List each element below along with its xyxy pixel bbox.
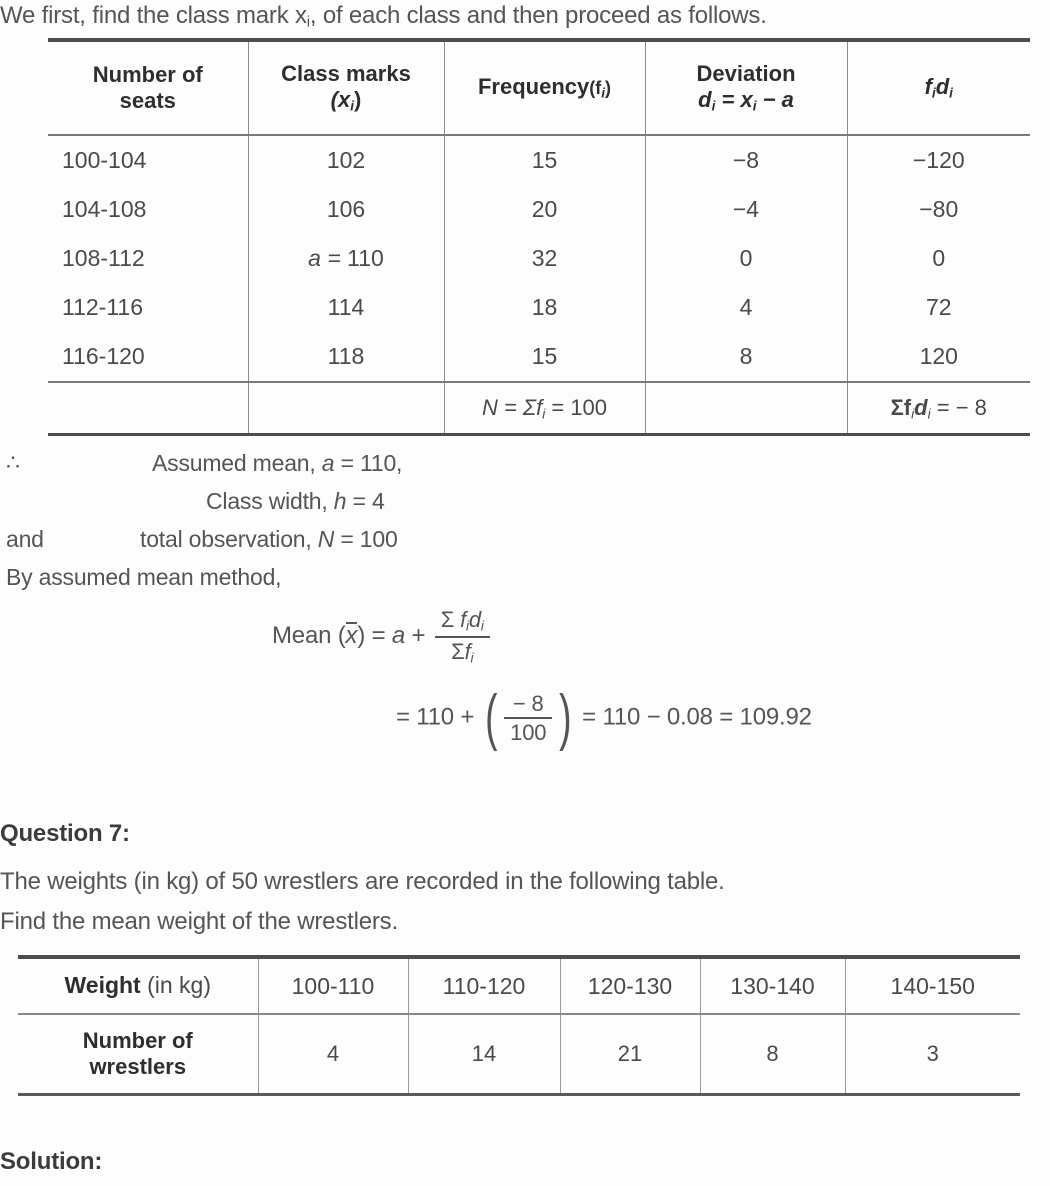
- cell-weight-class: 110-120: [408, 957, 560, 1014]
- question-body-line2: Find the mean weight of the wrestlers.: [0, 908, 398, 935]
- cell-frequency: 32: [444, 234, 645, 283]
- intro-sentence-part2: , of each class and then proceed as follows.: [309, 2, 767, 29]
- wrestlers-label-line2: wrestlers: [89, 1054, 187, 1079]
- cell-seats: 112-116: [62, 294, 143, 320]
- class-width-value: = 4: [346, 488, 385, 514]
- assumed-mean-label: Assumed mean,: [152, 450, 322, 476]
- cell-seats: 116-120: [62, 343, 145, 369]
- total-cell-empty-seats: [48, 382, 248, 435]
- header-deviation-x-sub: i: [752, 98, 757, 114]
- intro-sentence: [0, 2, 767, 31]
- total-observation-var: N: [317, 526, 335, 552]
- total-cell-empty-deviation: [645, 382, 847, 435]
- table2-row-label-weight: [18, 957, 258, 1014]
- header-classmarks-line1: Class marks: [281, 61, 411, 87]
- cell-fidi: −80: [847, 185, 1030, 234]
- cell-fidi: 120: [847, 332, 1030, 382]
- cell-class-mark-value: 110: [347, 245, 384, 271]
- cell-frequency: 15: [444, 332, 645, 382]
- denominator-f: f: [464, 638, 471, 664]
- total-fidi-sub1: i: [911, 406, 915, 422]
- cell-deviation: 8: [645, 332, 847, 382]
- total-fidi-sigma-f: Σf: [890, 394, 912, 420]
- table-row: [48, 332, 1030, 382]
- cell-wrestler-count: 3: [845, 1014, 1020, 1095]
- question-heading: Question 7:: [0, 820, 130, 847]
- computation-fraction: [504, 692, 552, 744]
- mean-formula-plus: +: [405, 622, 432, 650]
- header-deviation-d: d: [698, 87, 712, 113]
- table1-header-fidi: [847, 40, 1030, 135]
- computation-numerator: − 8: [504, 692, 552, 719]
- numerator-d: d: [468, 607, 481, 632]
- total-cell-empty-classmarks: [248, 382, 444, 435]
- fraction-denominator: [435, 638, 490, 666]
- cell-seats: 108-112: [62, 245, 145, 271]
- table2-count-row: [18, 1014, 1020, 1095]
- table1-header-deviation: [645, 40, 847, 135]
- header-fidi-d-sub: i: [949, 85, 953, 101]
- header-fidi-f: f: [924, 74, 932, 100]
- table-row: [48, 234, 1030, 283]
- cell-class-mark-prefix: a =: [308, 245, 348, 271]
- class-width-var: h: [333, 488, 347, 514]
- cell-weight-class: 130-140: [700, 957, 845, 1014]
- therefore-symbol: ∴: [6, 450, 20, 475]
- weight-label-unit: (in kg): [140, 972, 212, 999]
- header-deviation-a: − a: [756, 87, 794, 113]
- table1-total-row: [48, 382, 1030, 435]
- table2-row-label-wrestlers: [18, 1014, 258, 1095]
- cell-wrestler-count: 14: [408, 1014, 560, 1095]
- cell-class-mark: [248, 234, 444, 283]
- computation-part2: = 110 − 0.08 = 109.92: [575, 703, 812, 731]
- solution-heading: Solution:: [0, 1148, 103, 1175]
- close-paren: ): [559, 682, 572, 752]
- total-cell-fidi-sum: [847, 382, 1030, 435]
- cell-seats: 100-104: [62, 147, 147, 173]
- frequency-distribution-table: [48, 38, 1030, 436]
- cell-class-mark: 118: [248, 332, 444, 382]
- cell-deviation: −4: [645, 185, 847, 234]
- header-classmarks-sub: i: [350, 98, 355, 114]
- mean-formula-label: Mean (: [272, 622, 346, 650]
- denominator-sigma: Σ: [451, 638, 465, 664]
- table2-weight-row: [18, 957, 1020, 1014]
- numerator-sigma: Σ: [440, 607, 461, 632]
- assumed-mean-line: [152, 450, 402, 477]
- total-observation-line: [140, 526, 398, 553]
- cell-wrestler-count: 21: [560, 1014, 700, 1095]
- mean-formula-equals: ) =: [357, 622, 392, 650]
- cell-weight-class: 100-110: [258, 957, 408, 1014]
- class-width-line: [206, 488, 385, 515]
- total-frequency-label: N = Σf: [481, 394, 543, 420]
- computation-part1: = 110 +: [396, 703, 481, 731]
- total-fidi-d: d: [914, 394, 928, 420]
- header-classmarks-line2b: ): [354, 87, 362, 113]
- table-row: [48, 185, 1030, 234]
- total-frequency-value: = 100: [545, 394, 608, 420]
- table1-header-seats: [48, 40, 248, 135]
- wrestlers-label-line1: Number of: [82, 1027, 193, 1053]
- computation-denominator: 100: [510, 720, 547, 746]
- header-fidi-f-sub: i: [931, 85, 936, 101]
- cell-deviation: −8: [645, 135, 847, 185]
- header-seats-line2: seats: [119, 88, 176, 113]
- total-cell-frequency-sum: [444, 382, 645, 435]
- cell-seats: 104-108: [62, 196, 147, 222]
- total-observation-value: = 100: [334, 526, 398, 552]
- table1-header-row: [48, 40, 1030, 135]
- numerator-f-sub: i: [466, 618, 469, 634]
- header-deviation-d-sub: i: [711, 98, 716, 114]
- table1-header-class-marks: [248, 40, 444, 135]
- header-classmarks-line2: (x: [330, 87, 351, 113]
- weight-label-bold: Weight: [64, 972, 141, 999]
- assumed-mean-var: a: [321, 450, 335, 476]
- cell-deviation: 4: [645, 283, 847, 332]
- header-deviation-line1: Deviation: [696, 61, 796, 87]
- table-row: [48, 135, 1030, 185]
- intro-sentence-subscript: i: [306, 14, 310, 31]
- fraction-numerator: [435, 608, 490, 638]
- question-body-line1: The weights (in kg) of 50 wrestlers are recorded in the following table.: [0, 868, 725, 895]
- cell-class-mark: 114: [248, 283, 444, 332]
- computation-line: [396, 682, 812, 752]
- header-frequency-close: ): [605, 78, 612, 99]
- numerator-f: f: [460, 607, 467, 632]
- table1-header-frequency: [444, 40, 645, 135]
- header-fidi-d: d: [935, 74, 950, 100]
- total-frequency-sub: i: [542, 406, 546, 422]
- cell-frequency: 20: [444, 185, 645, 234]
- denominator-f-sub: i: [470, 650, 474, 666]
- cell-deviation: 0: [645, 234, 847, 283]
- cell-fidi: −120: [847, 135, 1030, 185]
- intro-sentence-part1: We first, find the class mark x: [0, 2, 307, 29]
- cell-class-mark: 106: [248, 185, 444, 234]
- header-frequency-word: Frequency: [477, 74, 590, 100]
- total-fidi-value: = − 8: [930, 394, 987, 420]
- cell-fidi: 0: [847, 234, 1030, 283]
- header-seats-line1: Number of: [92, 62, 203, 88]
- method-line: By assumed mean method,: [6, 564, 282, 590]
- wrestlers-weight-table: [18, 955, 1020, 1096]
- table-row: [48, 283, 1030, 332]
- numerator-d-sub: i: [480, 618, 484, 634]
- mean-formula: [272, 608, 493, 665]
- header-deviation-x: = x: [715, 87, 753, 113]
- mean-formula-xbar: x: [345, 622, 358, 650]
- assumed-mean-value: = 110,: [334, 450, 403, 476]
- cell-weight-class: 120-130: [560, 957, 700, 1014]
- mean-formula-fraction: [435, 608, 490, 665]
- total-fidi-sub2: i: [927, 406, 931, 422]
- and-word: and: [6, 526, 44, 552]
- cell-wrestler-count: 4: [258, 1014, 408, 1095]
- cell-class-mark: 102: [248, 135, 444, 185]
- cell-frequency: 15: [444, 135, 645, 185]
- total-observation-label: total observation,: [140, 526, 318, 552]
- cell-fidi: 72: [847, 283, 1030, 332]
- open-paren: (: [484, 682, 498, 752]
- class-width-label: Class width,: [206, 488, 334, 514]
- mean-formula-a: a: [391, 622, 406, 650]
- header-frequency-open: (f: [589, 78, 602, 99]
- cell-weight-class: 140-150: [845, 957, 1020, 1014]
- cell-wrestler-count: 8: [700, 1014, 845, 1095]
- cell-frequency: 18: [444, 283, 645, 332]
- header-frequency-sub: i: [601, 85, 606, 101]
